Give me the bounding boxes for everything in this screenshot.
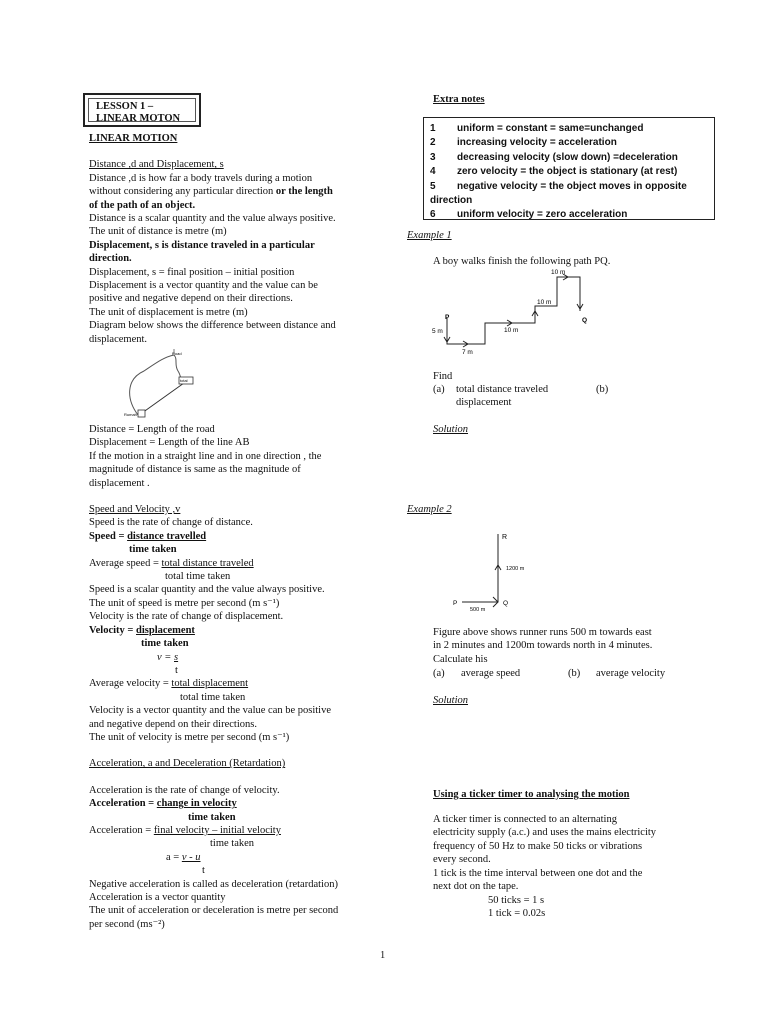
text-line: direction. [89,253,132,265]
ticker-text [433,813,733,893]
example1-find: Find [433,371,453,382]
start-label: Rumah [124,412,137,417]
page-number: 1 [380,950,386,961]
example2-b-label: (b) [568,668,581,679]
label-10m-b: 10 m [537,299,552,306]
label-10m-a: 10 m [504,327,519,334]
extra-note-item [430,122,708,136]
ticker-heading: Using a ticker timer to analysing the motion [433,789,630,800]
lesson-title-line1: LESSON 1 – [96,101,154,112]
ticker-line: 1 tick is the time interval between one dot and the [433,867,643,879]
example1-path-diagram [425,266,600,361]
example1-a-text: total distance traveled [456,384,549,395]
text-line: Displacement, s = final position – initial position [89,266,295,278]
text-run: Average velocity = [89,678,172,690]
extra-notes-box [423,117,715,220]
extra-note-item [430,208,708,222]
example2-text [433,626,733,666]
text-line: Distance ,d is how far a body travels during a motion [89,172,313,184]
extra-note-text: uniform = constant = same=unchanged [457,123,644,134]
text-line: Displacement, s is distance traveled in a particular [89,239,315,251]
extra-note-text: direction [430,195,473,207]
spacer [89,771,369,784]
example2-solution: Solution [433,695,469,706]
text-run: without considering any particular direction [89,186,276,198]
text-run: Velocity = [89,624,137,636]
text-run: v - u [181,851,201,863]
spacer [89,490,369,503]
text-line: magnitude of distance is same as the magnitude of [89,464,301,476]
ticker-eq1: 50 ticks = 1 s [488,895,545,906]
example1-b-text: displacement [456,397,512,408]
example1-solution: Solution [433,424,469,435]
extra-note-item [430,194,708,208]
extra-note-number: 1 [430,123,436,134]
extra-note-number: 4 [430,166,436,178]
text-line: The unit of speed is metre per second (m s⁻¹) [89,597,280,609]
example2-diagram [450,528,540,618]
extra-note-item [430,165,708,179]
text-line: Displacement = Length of the line AB [89,437,250,449]
example2-text-line1: Figure above shows runner runs 500 m towards east [433,627,652,638]
text-line: Acceleration is a vector quantity [89,892,226,903]
ticker-line: frequency of 50 Hz to make 50 ticks or vibrations [433,840,643,852]
text-line [89,824,369,837]
start-house-box [138,410,145,417]
left-column-bottom [89,423,369,931]
lesson-title-line2: LINEAR MOTON [96,113,181,124]
text-line: total time taken [180,691,246,703]
text-line: If the motion in a straight line and in one direction , the [89,450,322,462]
example1-text: A boy walks finish the following path PQ. [433,256,611,267]
spacer [89,744,369,757]
text-line: of the path of an object. [89,199,196,211]
displacement-line [142,383,184,413]
text-run: Acceleration = [89,824,154,836]
text-run: v = [157,651,174,663]
extra-note-item [430,151,708,165]
text-line [89,797,369,810]
text-line [89,557,369,570]
extra-note-number: 6 [430,209,436,221]
extra-note-text: negative velocity = the object moves in opposite [457,180,687,192]
point-r-label: R [502,534,508,541]
example1-a-label: (a) [433,384,445,395]
text-line: Distance is a scalar quantity and the value always positive. [89,213,336,225]
text-line: Speed and Velocity ,v [89,504,181,516]
point-p2-label: P [453,600,458,607]
text-line: Distance ,d and Displacement, s [89,159,224,171]
text-line [89,677,369,690]
text-line: Velocity is the rate of change of displacement. [89,611,284,623]
label-7m: 7 m [462,349,473,356]
text-line: Displacement is a vector quantity and the value can be [89,280,318,292]
text-line: Speed is a scalar quantity and the value always positive. [89,584,325,596]
text-line: Velocity is a vector quantity and the value can be positive [89,705,332,717]
lesson-title-box [83,93,201,127]
text-line: t [202,865,205,877]
text-line: time taken [141,638,189,650]
point-q2-label: Q [503,600,509,607]
text-line: Negative acceleration is called as deceleration (retardation) [89,878,338,890]
text-run: final velocity – initial velocity [153,824,281,836]
example1-b-label: (b) [596,384,609,395]
ticker-line: next dot on the tape. [433,881,519,893]
text-line: and negative depend on their directions. [89,718,257,730]
text-line [89,651,369,664]
label-500m: 500 m [470,607,486,613]
text-line: positive and negative depend on their directions. [89,293,293,305]
extra-note-number: 3 [430,151,436,163]
text-run: a = [166,851,182,863]
text-run: total displacement [171,678,249,690]
label-5m: 5 m [432,328,443,335]
text-line: time taken [129,544,177,556]
point-p-label: P [445,314,450,321]
text-run: Speed = [89,530,128,542]
ticker-line: every second. [433,854,491,866]
text-run: displacement [136,624,195,636]
example2-text-line2: in 2 minutes and 1200m towards north in 4 minutes. [433,640,653,652]
text-line: Acceleration is the rate of change of velocity. [89,784,280,796]
left-column-top [89,132,369,346]
extra-note-text: zero velocity = the object is stationary (at rest) [457,166,678,178]
text-line: The unit of velocity is metre per second (m s⁻¹) [89,731,290,743]
point-q-label: Q [582,317,588,324]
example2-a-text: average speed [461,668,521,679]
text-line [89,530,369,543]
ticker-line: A ticker timer is connected to an alternating [433,814,617,825]
text-line: Acceleration, a and Deceleration (Retardation) [89,758,286,770]
example1-heading: Example 1 [407,230,452,241]
text-line: total time taken [165,571,231,583]
text-line: t [175,664,178,676]
text-run: or the length [275,186,333,198]
extra-note-text: increasing velocity = acceleration [457,137,617,149]
text-run: s [174,651,179,663]
ticker-eq2: 1 tick = 0.02s [488,908,546,919]
label-10m-c: 10 m [551,269,566,276]
text-line: The unit of displacement is metre (m) [89,306,248,318]
text-line: Diagram below shows the difference between distance and [89,320,336,332]
text-line: time taken [210,838,255,850]
text-run: distance travelled [127,530,207,542]
text-line: per second (ms⁻²) [89,918,165,930]
text-run: change in velocity [156,798,237,810]
text-line: time taken [188,811,236,823]
distance-displacement-diagram [122,349,198,421]
example2-text-line3: Calculate his [433,653,488,665]
example2-b-text: average velocity [596,668,666,679]
text-line: The unit of distance is metre (m) [89,226,227,238]
text-line: Speed is the rate of change of distance. [89,517,253,529]
road-path [130,355,184,415]
example2-a-label: (a) [433,668,445,679]
extra-note-item [430,180,708,194]
example2-heading: Example 2 [407,504,452,515]
total-label: total [180,378,188,383]
text-line: The unit of acceleration or deceleration is metre per second [89,905,339,917]
text-line: Distance = Length of the road [89,424,215,435]
extra-note-number: 5 [430,180,436,192]
text-run: Acceleration = [89,798,157,810]
ticker-line: electricity supply (a.c.) and uses the mains electricity [433,827,657,839]
text-line: displacement . [89,477,150,489]
extra-note-item [430,136,708,150]
text-run: total distance traveled [161,557,254,569]
extra-notes-title: Extra notes [433,94,485,105]
spacer [89,145,369,158]
extra-note-text: uniform velocity = zero acceleration [457,209,628,221]
extra-note-text: decreasing velocity (slow down) =deceleration [457,151,678,163]
text-line: LINEAR MOTION [89,133,178,144]
text-line [89,851,369,864]
text-line: displacement. [89,333,148,345]
text-run: Average speed = [89,557,162,569]
text-line [89,624,369,637]
label-1200m: 1200 m [506,566,525,572]
text-line [89,185,369,198]
road-label: Road [172,351,182,356]
extra-note-number: 2 [430,137,436,149]
